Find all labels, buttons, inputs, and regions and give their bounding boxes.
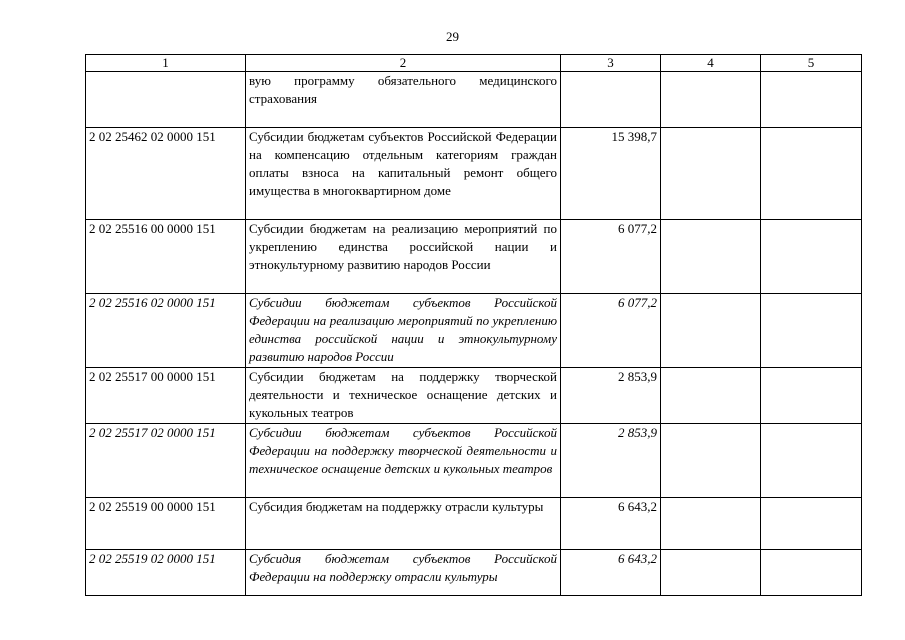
- amount: 6 077,2: [561, 220, 661, 294]
- table-row: [86, 550, 862, 596]
- table-row: [86, 72, 862, 128]
- income-description: Субсидия бюджетам субъектов Российской Федерации на поддержку отрасли культуры: [246, 550, 561, 596]
- empty-cell-col4: [661, 72, 761, 128]
- table-row: [86, 424, 862, 498]
- empty-cell-col5: [761, 424, 862, 498]
- budget-table-body: [86, 55, 862, 596]
- income-code: 2 02 25519 02 0000 151: [86, 550, 246, 596]
- amount: 6 643,2: [561, 498, 661, 550]
- empty-cell-col4: [661, 368, 761, 424]
- column-number-2: 2: [246, 55, 561, 72]
- amount: 6 643,2: [561, 550, 661, 596]
- income-description: Субсидии бюджетам на поддержку творческой деятельности и техническое оснащение детских и кукольных театров: [246, 368, 561, 424]
- column-number-row: [86, 55, 862, 72]
- column-number-1: 1: [86, 55, 246, 72]
- amount: 2 853,9: [561, 368, 661, 424]
- empty-cell-col5: [761, 72, 862, 128]
- column-number-5: 5: [761, 55, 862, 72]
- income-code: 2 02 25516 00 0000 151: [86, 220, 246, 294]
- income-code: [86, 72, 246, 128]
- amount: [561, 72, 661, 128]
- empty-cell-col4: [661, 424, 761, 498]
- income-code: 2 02 25516 02 0000 151: [86, 294, 246, 368]
- empty-cell-col5: [761, 220, 862, 294]
- column-number-3: 3: [561, 55, 661, 72]
- income-description: Субсидии бюджетам на реализацию мероприятий по укреплению единства российской нации и этнокультурному развитию народов России: [246, 220, 561, 294]
- empty-cell-col5: [761, 550, 862, 596]
- empty-cell-col4: [661, 220, 761, 294]
- budget-table: [85, 54, 862, 596]
- income-code: 2 02 25517 00 0000 151: [86, 368, 246, 424]
- income-description: Субсидии бюджетам субъектов Российской Федерации на поддержку творческой деятельности и техническое оснащение детских и кукольных театров: [246, 424, 561, 498]
- table-row: [86, 368, 862, 424]
- empty-cell-col5: [761, 498, 862, 550]
- page-number: 29: [446, 29, 459, 44]
- empty-cell-col4: [661, 294, 761, 368]
- amount: 6 077,2: [561, 294, 661, 368]
- income-code: 2 02 25462 02 0000 151: [86, 128, 246, 220]
- amount: 15 398,7: [561, 128, 661, 220]
- income-code: 2 02 25517 02 0000 151: [86, 424, 246, 498]
- income-description: вую программу обязательного медицинского страхования: [246, 72, 561, 128]
- empty-cell-col4: [661, 498, 761, 550]
- table-row: [86, 128, 862, 220]
- empty-cell-col5: [761, 368, 862, 424]
- table-row: [86, 498, 862, 550]
- empty-cell-col4: [661, 128, 761, 220]
- empty-cell-col5: [761, 294, 862, 368]
- empty-cell-col5: [761, 128, 862, 220]
- income-description: Субсидия бюджетам на поддержку отрасли культуры: [246, 498, 561, 550]
- income-description: Субсидии бюджетам субъектов Российской Федерации на реализацию мероприятий по укреплению единства российской нации и этнокультурному развитию народов России: [246, 294, 561, 368]
- column-number-4: 4: [661, 55, 761, 72]
- income-code: 2 02 25519 00 0000 151: [86, 498, 246, 550]
- amount: 2 853,9: [561, 424, 661, 498]
- table-row: [86, 294, 862, 368]
- table-row: [86, 220, 862, 294]
- income-description: Субсидии бюджетам субъектов Российской Федерации на компенсацию отдельным категориям граждан оплаты взноса на капитальный ремонт общего имущества в многоквартирном доме: [246, 128, 561, 220]
- empty-cell-col4: [661, 550, 761, 596]
